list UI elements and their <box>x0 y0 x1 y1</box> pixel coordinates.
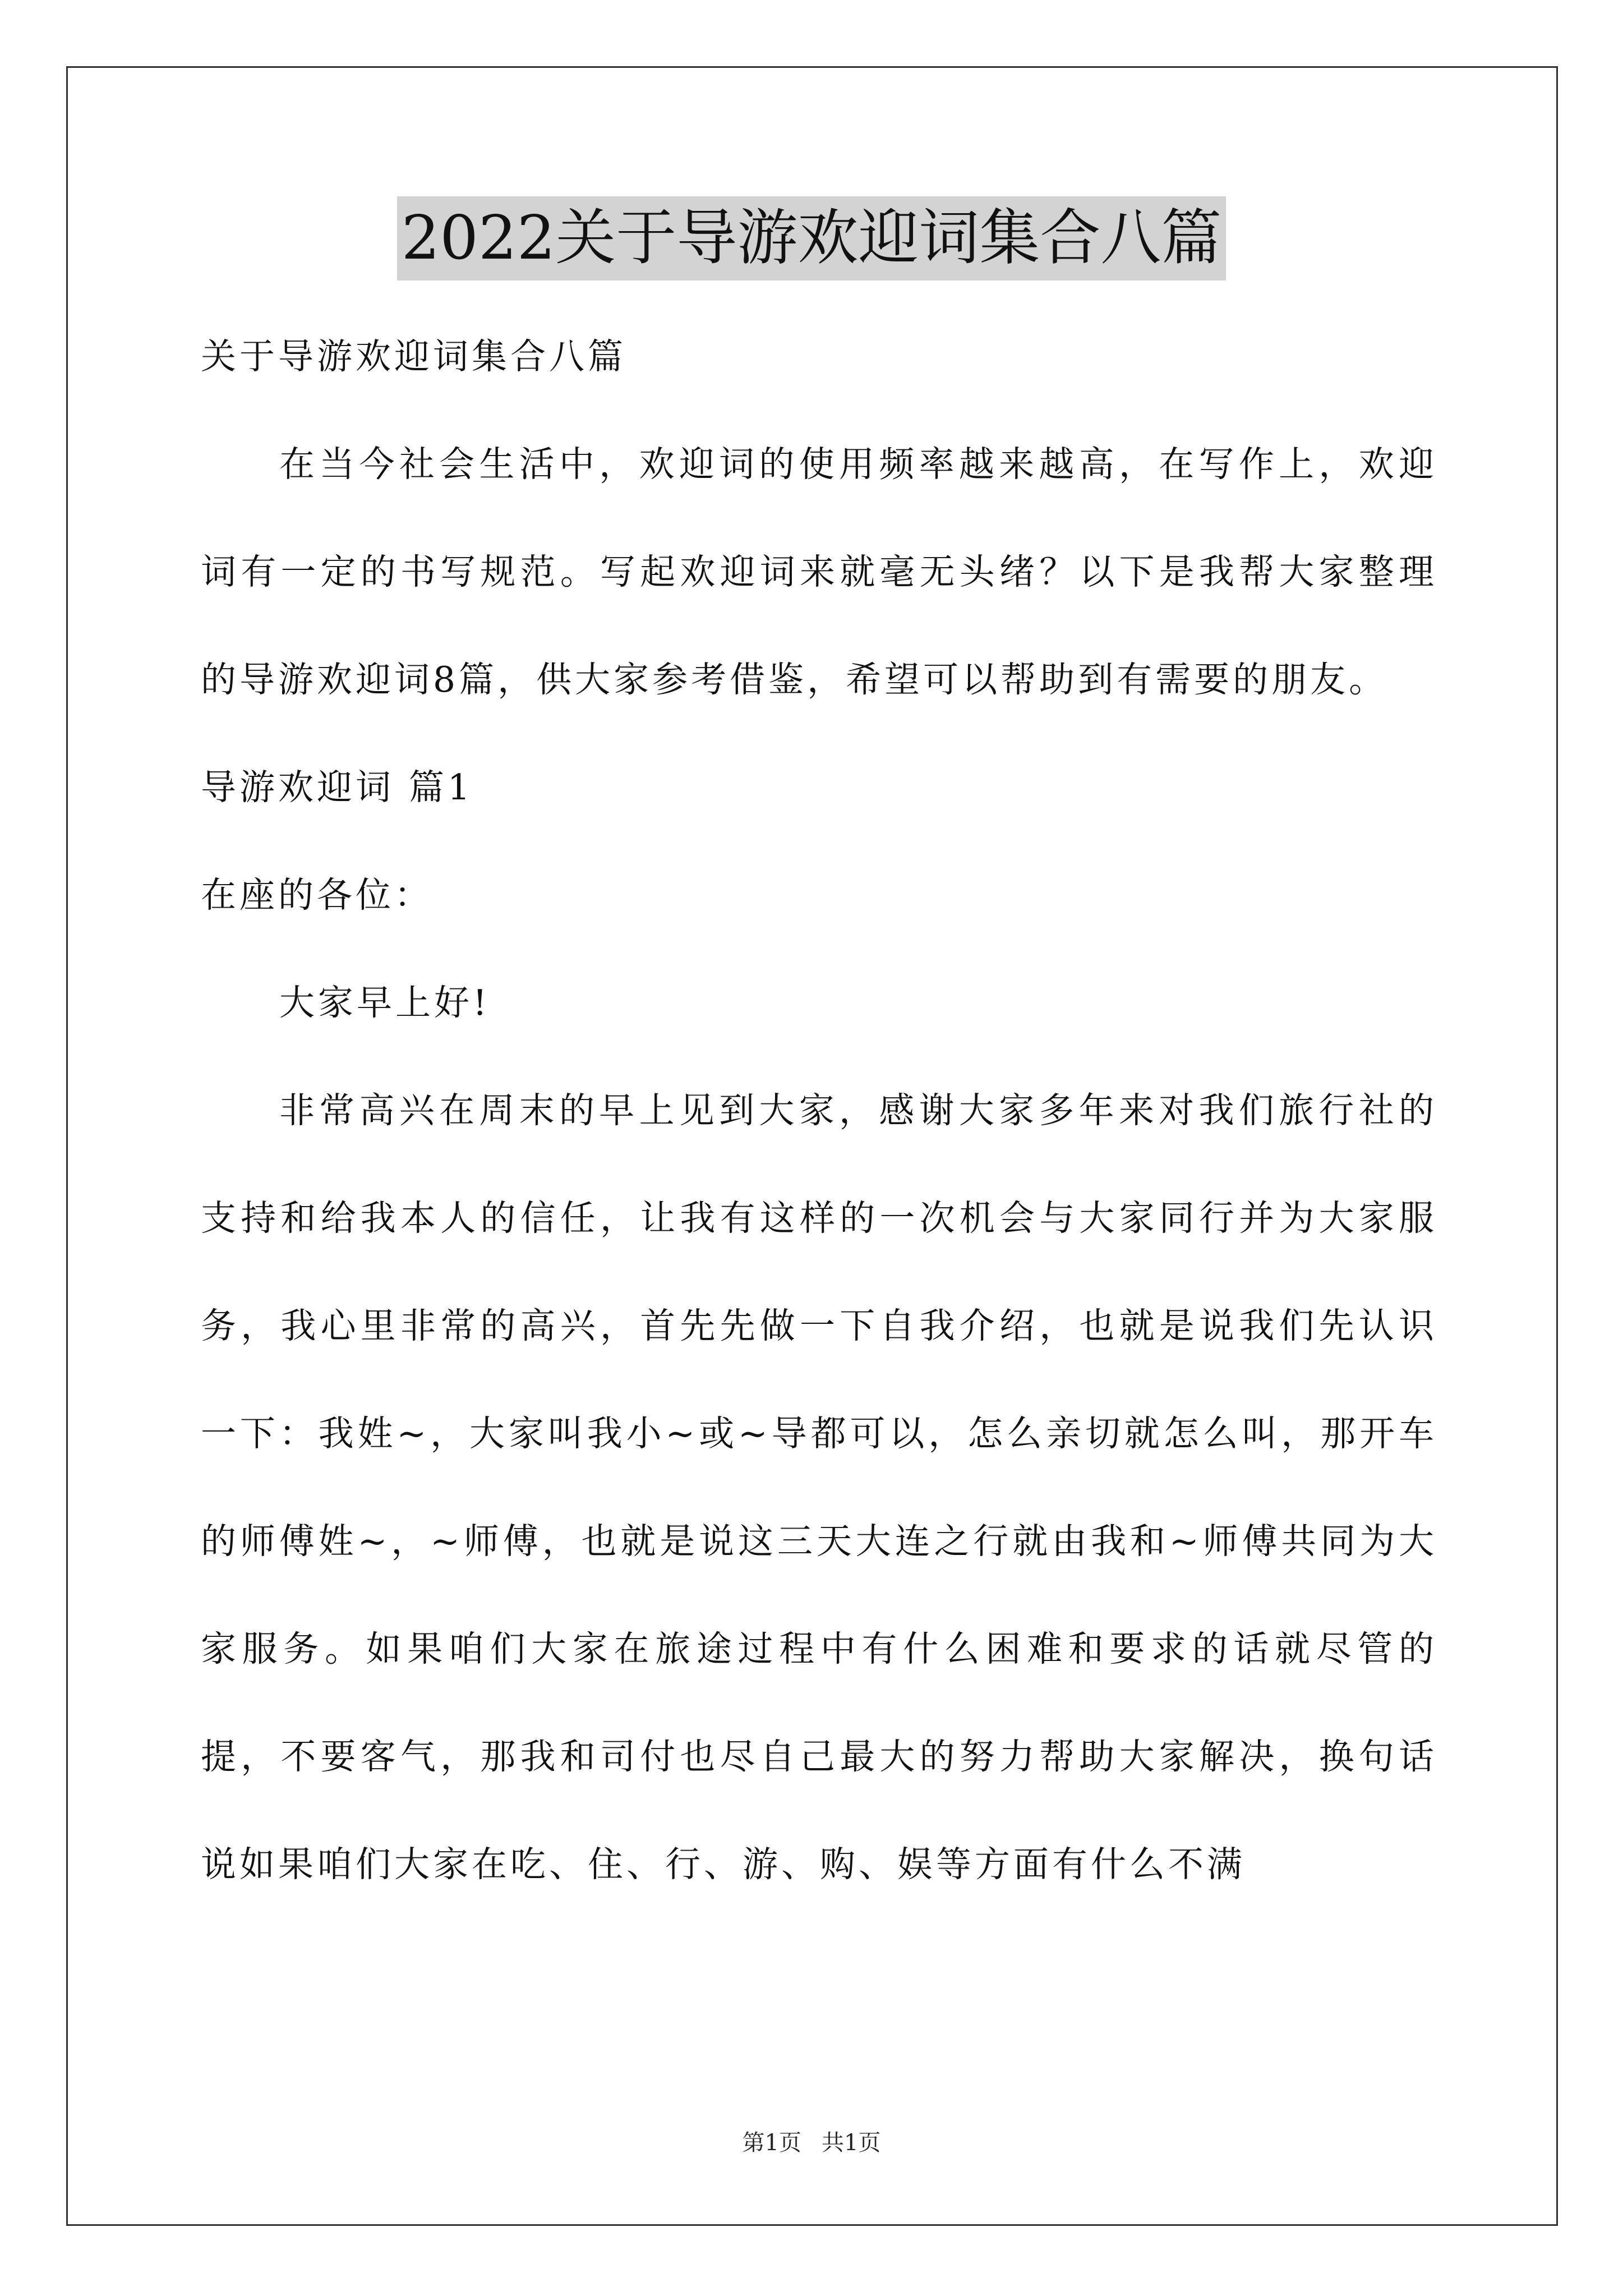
section-heading: 导游欢迎词 篇1 <box>201 767 474 808</box>
page-number-current: 第1页 <box>742 2130 801 2156</box>
document-body <box>201 303 1437 1918</box>
document-title: 2022关于导游欢迎词集合八篇 <box>397 196 1227 280</box>
title-container <box>0 196 1623 280</box>
intro-paragraph: 在当今社会生活中，欢迎词的使用频率越来越高，在写作上，欢迎词有一定的书写规范。写起欢迎词来就毫无头绪？以下是我帮大家整理的导游欢迎词8篇，供大家参考借鉴，希望可以帮助到有需要的朋友。 <box>201 444 1437 700</box>
page-footer <box>0 2126 1623 2160</box>
body-paragraph: 非常高兴在周末的早上见到大家，感谢大家多年来对我们旅行社的支持和给我本人的信任，让我有这样的一次机会与大家同行并为大家服务，我心里非常的高兴，首先先做一下自我介绍，也就是说我们先认识一下：我姓~，大家叫我小~或~导都可以，怎么亲切就怎么叫，那开车的师傅姓~，~师傅，也就是说这三天大连之行就由我和~师傅共同为大家服务。如果咱们大家在旅途过程中有什么困难和要求的话就尽管的提，不要客气，那我和司付也尽自己最大的努力帮助大家解决，换句话说如果咱们大家在吃、住、行、游、购、娱等方面有什么不满 <box>201 1090 1437 1885</box>
subtitle-paragraph: 关于导游欢迎词集合八篇 <box>201 336 626 377</box>
page-number-total: 共1页 <box>822 2130 881 2156</box>
greeting-paragraph: 大家早上好! <box>279 982 491 1023</box>
salutation-paragraph: 在座的各位： <box>201 875 433 915</box>
